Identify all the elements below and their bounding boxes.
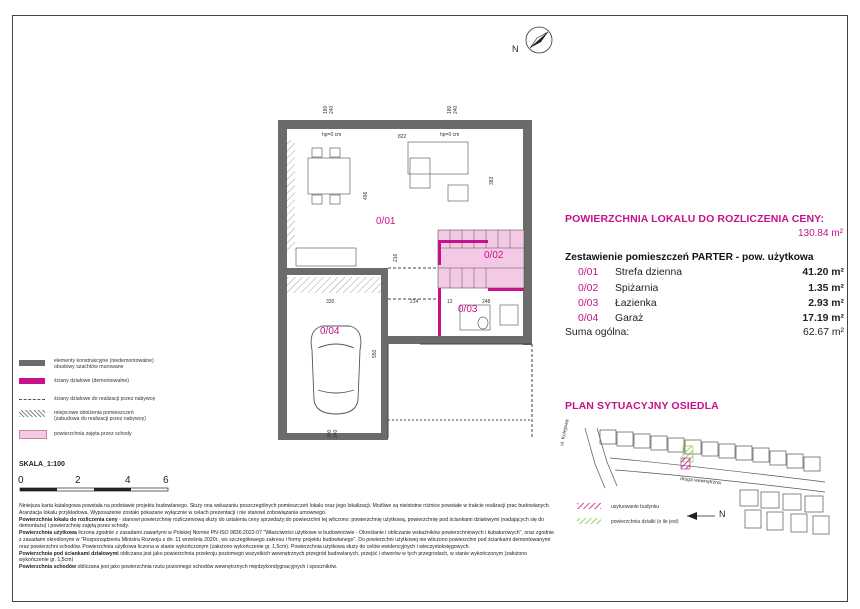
note-text: obliczana jest jako powierzchnia rzutu poziomego schodów wewnętrznych międzykondygnacyjnych i spoczników.	[76, 564, 338, 571]
plan-legend	[19, 358, 189, 438]
site-legend-text: usytuowanie budynku	[611, 504, 660, 510]
room-name: Spiżarnia	[615, 283, 659, 294]
room-label: 0/03	[458, 304, 478, 315]
site-plan-title: PLAN SYTUACYJNY OSIEDLA	[565, 400, 719, 412]
street-label: droga wewnętrzna	[679, 476, 722, 487]
interior-lines	[388, 268, 532, 438]
street-label: ul. Kolejowa	[559, 418, 571, 447]
room-label: 0/04	[320, 326, 340, 337]
room-row	[578, 267, 844, 278]
note-label: Powierzchnia użytkowa	[19, 530, 77, 537]
dimension-label: 330	[326, 299, 335, 305]
height-label: hp=0 cm	[322, 132, 342, 138]
dimension-label: 214	[410, 299, 419, 305]
compass-north-label: N	[512, 44, 519, 54]
scale-bar	[17, 470, 177, 496]
lowered-area-hatch	[287, 140, 295, 250]
pink-fill-icon	[19, 430, 47, 439]
notes-block	[19, 503, 556, 571]
dimension-label: 216	[393, 253, 399, 262]
scale-tick: 0	[18, 475, 24, 486]
note-paragraph	[19, 564, 556, 571]
note-text: liczona zgodnie z zasadami zawartymi w Polskiej Normie PN-ISO 9836:2022-07 "Właściwości użytkowe w budownictwie - Określanie i obliczanie wskaźników powierzchniowych i kubaturowych", oraz zgodnie z zasadami określonymi w "Rozporządzeniu Ministra Rozwoju z dn. 11 września 2020r., ws szczegółowego zakresu i formy projektu budowlanego". Do powierzchni użytkowej nie wliczono powierzchni pod ściankami demontowanymi oraz powierzchni schodów. Powierzchnia użytkowa liczona w stanie wykończonym (założono wykończenie gr. 1,5cm). Powierzchnia użytkowa służy do celów ewidencyjnych i wieczystoksięgowych.	[19, 530, 555, 550]
dimension-label: 383	[489, 176, 495, 185]
magenta-fill-icon	[19, 378, 45, 384]
total-value: 62.67 m²	[802, 327, 844, 338]
note-paragraph	[19, 517, 556, 531]
scale-title: SKALA_1:100	[19, 461, 65, 468]
total-label: Suma ogólna:	[565, 327, 630, 338]
scale-tick: 2	[75, 475, 81, 486]
height-label: hp=0 cm	[440, 132, 460, 138]
note-paragraph	[19, 503, 556, 517]
site-compass	[687, 512, 715, 520]
building-marker	[681, 458, 690, 469]
room-label: 0/01	[376, 216, 396, 227]
legend-text: elementy konstrukcyjne (niedemontowalne) obudowy szachtów murowane	[54, 358, 154, 370]
room-label: 0/02	[484, 250, 504, 261]
rooms-table-title: Zestawienie pomieszczeń PARTER - pow. użytkowa	[565, 252, 814, 263]
magenta-hatch-icon	[577, 503, 601, 509]
dimension-label: 822	[398, 134, 407, 140]
scale-tick: 4	[125, 475, 131, 486]
room-row	[578, 283, 844, 294]
dashed-line-icon	[19, 399, 45, 400]
dimension-label: 240	[329, 105, 335, 114]
hatch-fill-icon	[19, 410, 45, 417]
legend-text: ściany działowe do realizacji przez nabywcę	[54, 396, 156, 402]
floor-plan	[260, 100, 550, 445]
compass	[510, 25, 554, 57]
room-id: 0/04	[578, 313, 599, 324]
note-text: Niniejsza karta katalogowa powstała na podstawie projektu budowlanego. Służy ona wskazaniu poszczególnych pomieszczeń lokalu oraz jego lokalizacji. Możliwe są nieistotne różnice powstałe w trakcie realizacji prac budowlanych. Aranżacja lokalu przykładowa. Wyposażenie zostało pokazane wyłącznie w celach prezentacji i nie stanowi zobowiązania umownego.	[19, 503, 551, 516]
room-name: Garaż	[615, 313, 644, 324]
room-id: 0/03	[578, 298, 599, 309]
total-row	[565, 327, 844, 338]
note-label: Powierzchnia lokalu do rozliczenia ceny	[19, 516, 118, 523]
room-area: 41.20 m²	[802, 267, 844, 278]
site-plan-map	[555, 418, 848, 548]
dimension-label: 496	[363, 191, 369, 200]
dimension-label: 12	[447, 299, 453, 305]
site-north-label: N	[719, 509, 726, 519]
note-paragraph	[19, 530, 556, 550]
legend-text: miejscowe obniżenia pomieszczeń (zabudowa do realizacji przez nabywcę)	[54, 410, 146, 422]
room-row	[578, 298, 844, 309]
room-row	[578, 313, 844, 324]
site-legend-text: powierzchnia działki (o ile jest)	[611, 519, 679, 525]
note-paragraph	[19, 551, 556, 565]
car-icon	[311, 326, 361, 414]
scale-tick: 6	[163, 475, 169, 486]
dimension-label: 240	[453, 105, 459, 114]
note-label: Powierzchnia schodów	[19, 564, 77, 571]
room-area: 17.19 m²	[802, 313, 844, 324]
dimension-label: 300	[327, 429, 333, 438]
dimension-label: 240	[333, 429, 339, 438]
dimension-label: 180	[447, 105, 453, 114]
dimension-label: 248	[482, 299, 491, 305]
garage-hatch	[287, 277, 381, 293]
room-area: 1.35 m²	[808, 283, 844, 294]
note-label: Powierzchnia pod ściankami działowymi	[19, 550, 119, 557]
room-id: 0/02	[578, 283, 599, 294]
note-text: obliczana jest jako powierzchnia przekroju poziomego wszystkich wewnętrznych przegród budowlanych, przejść i otworów w tych przegrodach, w stanie wykończonym (założono wykończenie gr. 1,5cm)	[19, 550, 528, 564]
price-area-title: POWIERZCHNIA LOKALU DO ROZLICZENIA CENY:	[565, 213, 825, 225]
stairs	[438, 230, 524, 288]
room-area: 2.93 m²	[808, 298, 844, 309]
room-name: Strefa dzienna	[615, 267, 683, 278]
legend-text: ściany działowe (demontowalne)	[54, 378, 129, 384]
room-name: Łazienka	[615, 298, 657, 309]
legend-text: powierzchnia zajęta przez schody	[54, 431, 132, 437]
dimension-label: 550	[372, 349, 378, 358]
note-text: - stanowi powierzchnię rozliczeniową służy do ustalenia ceny sprzedaży;do powierzchni tej wliczono: powierzchnię użytkową, powierzchnię pod ściankami działowymi (nadających się do demontażu) i powierzchnię zajętą przez schody.	[19, 516, 545, 530]
price-area-value: 130.84 m²	[797, 228, 843, 239]
dark-gray-fill-icon	[19, 360, 45, 366]
dimension-label: 180	[323, 105, 329, 114]
room-id: 0/01	[578, 267, 599, 278]
green-hatch-icon	[577, 518, 601, 524]
